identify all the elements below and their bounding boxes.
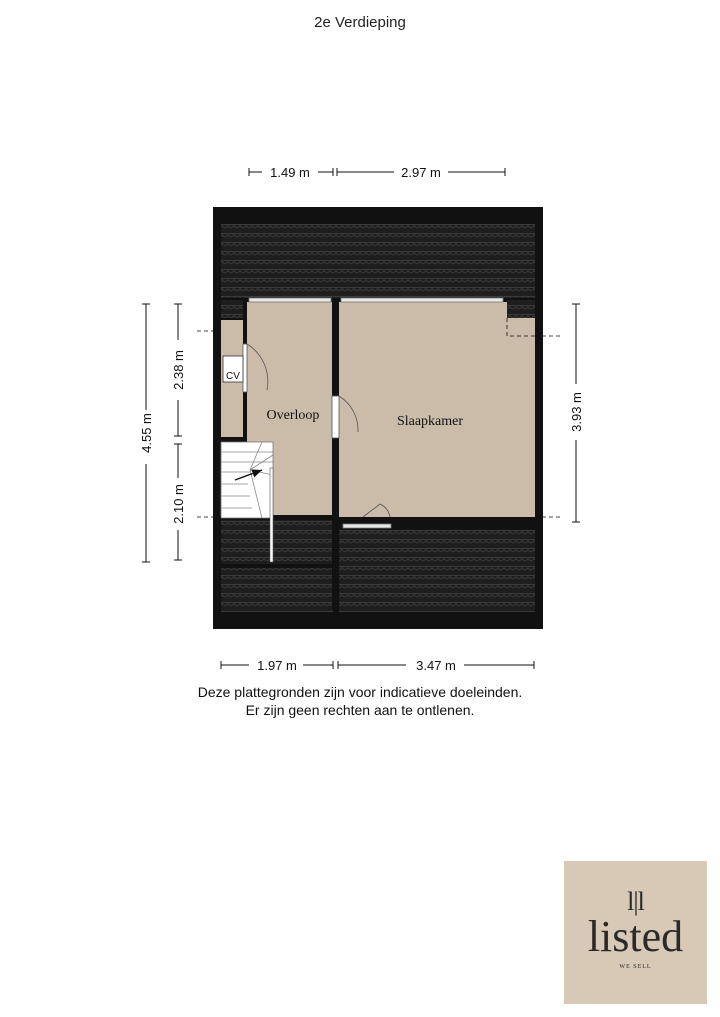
bedroom-floor	[339, 302, 535, 517]
window-landing	[249, 298, 331, 302]
dim-right: 3.93 m	[569, 392, 584, 432]
roof-tiles-bottom-right	[339, 530, 535, 612]
disclaimer-line-1: Deze plattegronden zijn voor indicatieve doeleinden.	[197, 684, 523, 700]
floor-title: 2e Verdieping	[314, 14, 406, 31]
logo-tagline: WE SELL	[619, 964, 652, 970]
dim-top-left: 1.49 m	[270, 165, 310, 180]
roof-tiles-bottom-left-2	[221, 568, 333, 612]
dim-top-right: 2.97 m	[401, 165, 441, 180]
dim-left-upper: 2.38 m	[171, 350, 186, 390]
bedroom-notch-mask	[507, 300, 535, 318]
room-label-landing: Overloop	[266, 408, 320, 423]
disclaimer	[0, 683, 720, 719]
roof-tiles-left-notch	[221, 300, 243, 318]
stair-rail	[270, 468, 273, 562]
listed-logo	[564, 861, 707, 1004]
wall-divider	[332, 298, 339, 610]
boiler-label: CV	[226, 371, 240, 382]
logo-mark: l|l	[627, 887, 644, 916]
roof-tiles-top	[221, 224, 535, 298]
logo-wordmark: listed	[587, 912, 684, 961]
roof-tiles-bottom-left	[221, 520, 333, 564]
window-bottom	[343, 524, 391, 528]
dim-bottom-left: 1.97 m	[257, 658, 297, 673]
window-bedroom	[341, 298, 503, 302]
dim-left-outer: 4.55 m	[139, 413, 154, 453]
staircase	[221, 442, 273, 518]
dim-left-lower: 2.10 m	[171, 484, 186, 524]
room-label-bedroom: Slaapkamer	[396, 414, 464, 429]
disclaimer-line-2: Er zijn geen rechten aan te ontlenen.	[245, 702, 475, 718]
dim-bottom-right: 3.47 m	[416, 658, 456, 673]
